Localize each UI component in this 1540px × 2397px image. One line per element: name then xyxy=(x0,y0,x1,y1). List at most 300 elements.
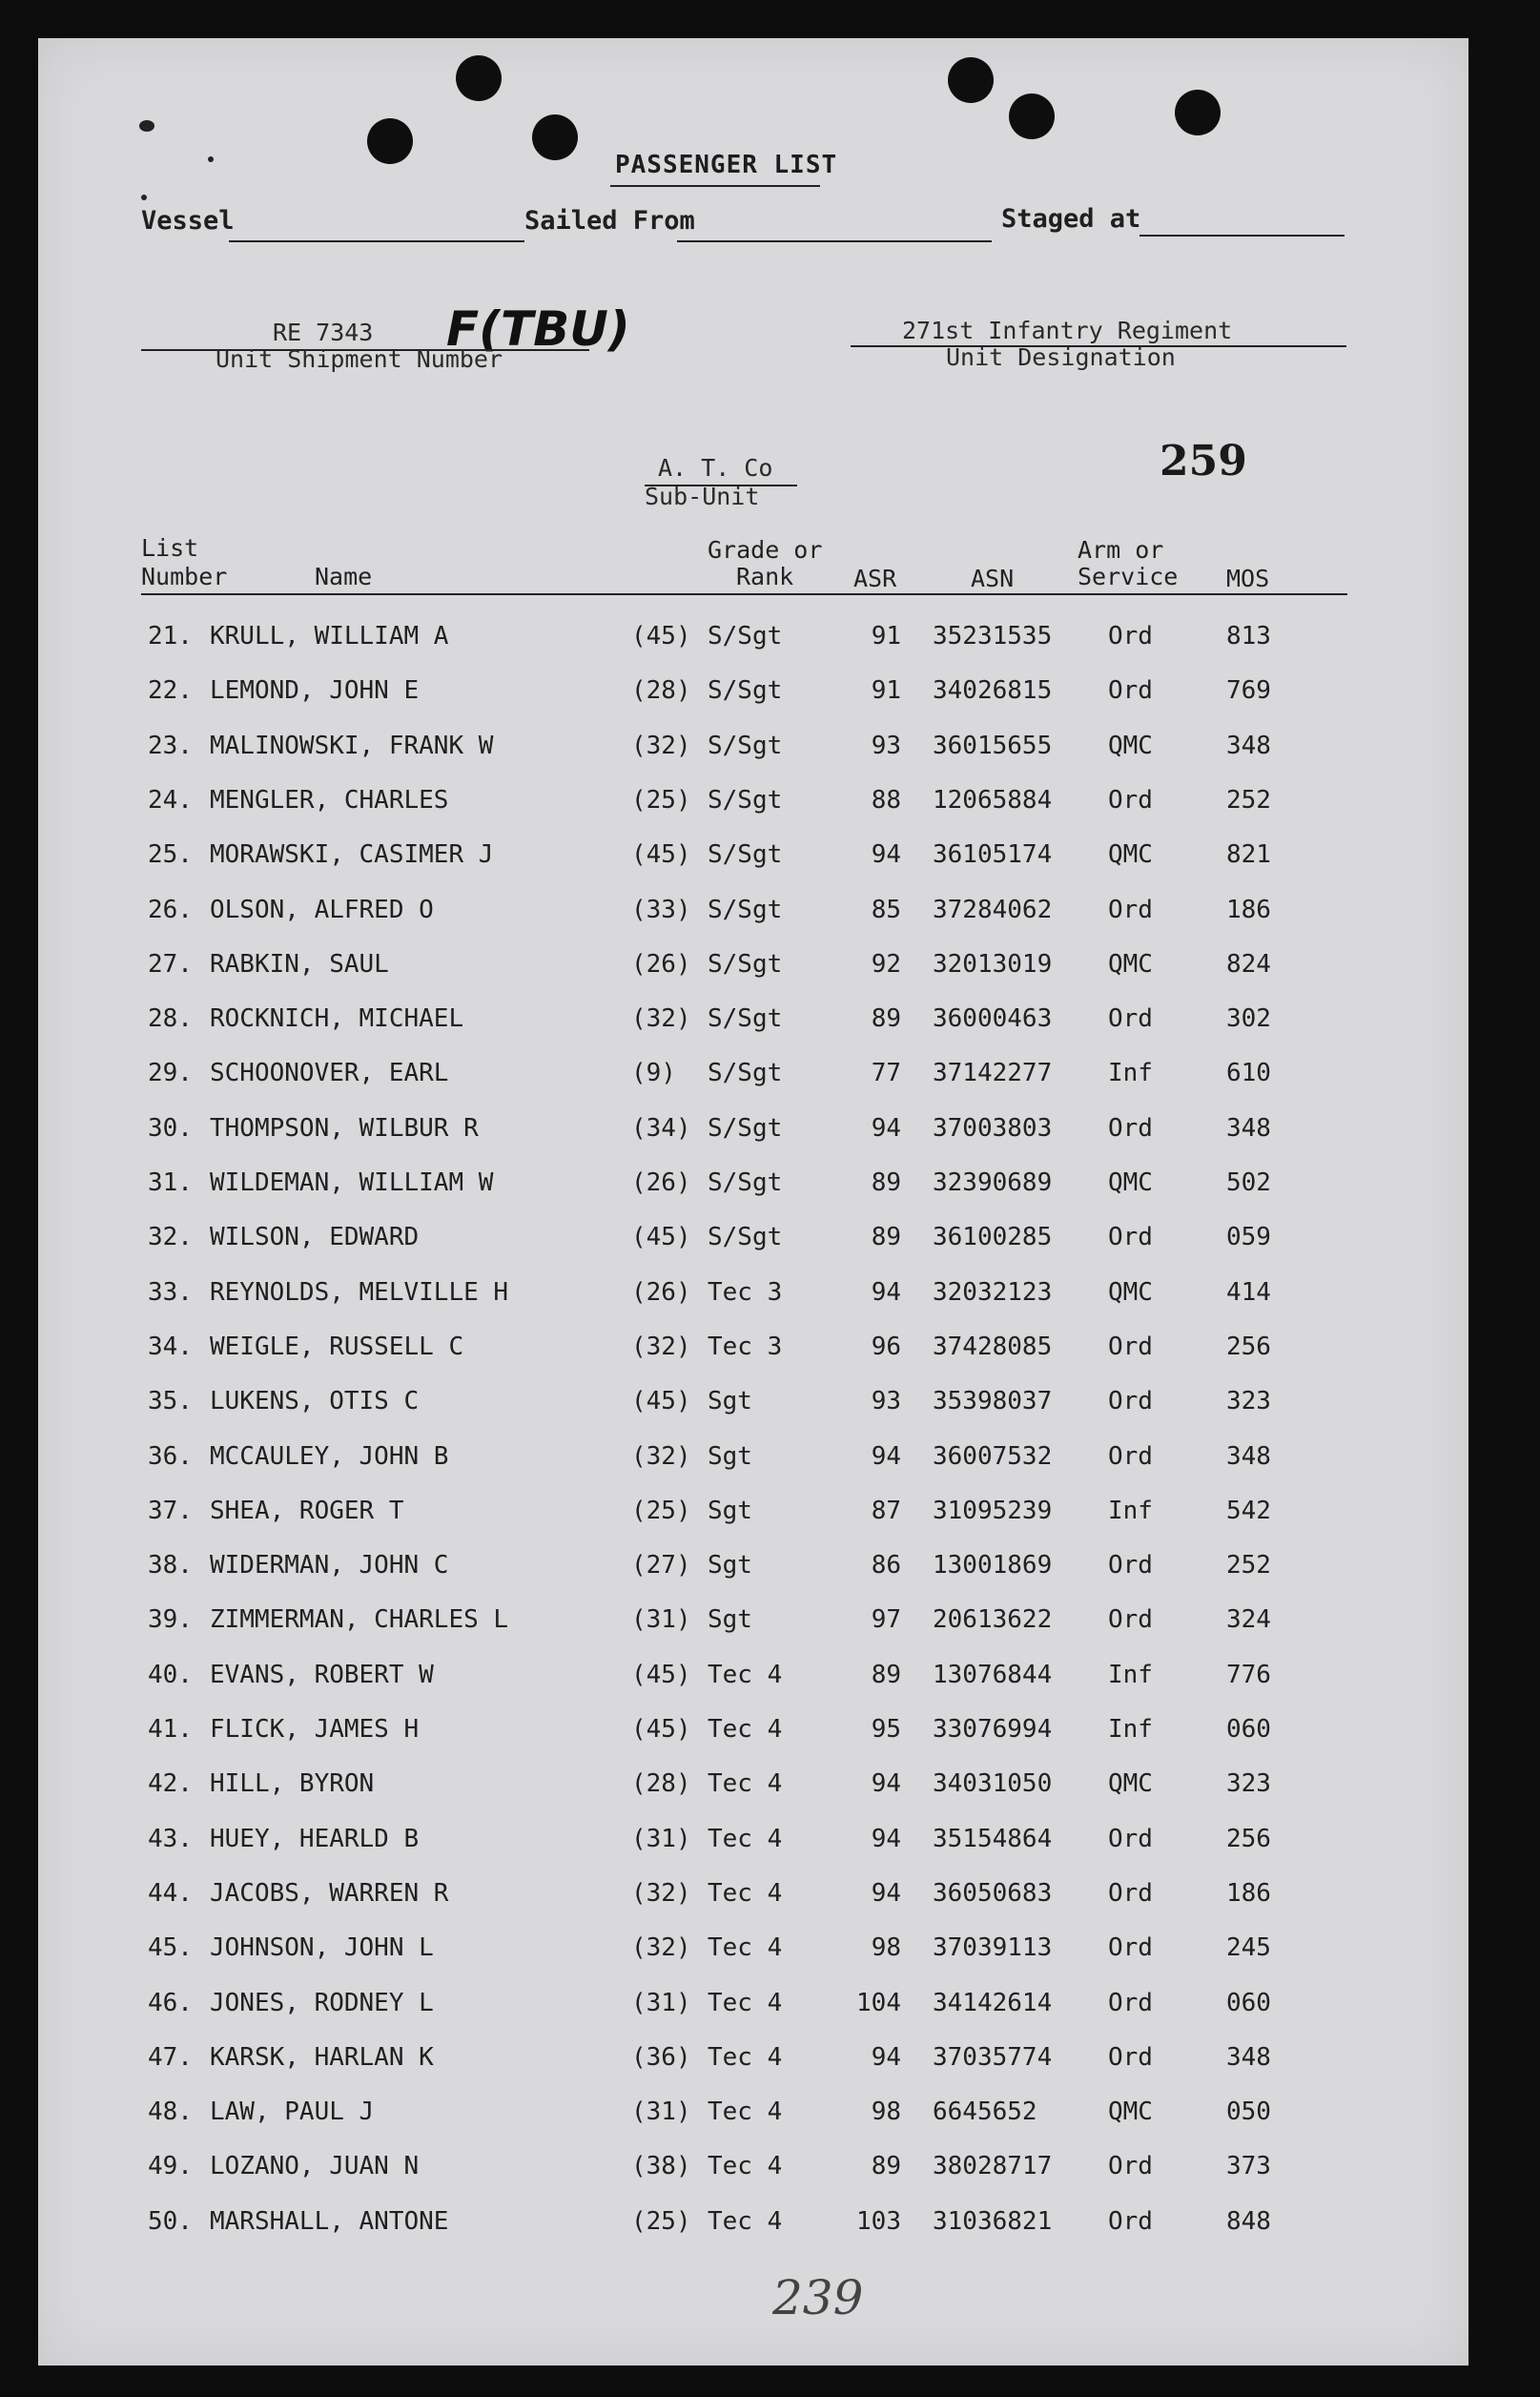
cell-age: (45) xyxy=(631,1387,691,1415)
cell-age: (36) xyxy=(631,2043,691,2072)
vessel-blank xyxy=(229,240,524,242)
cell-asn: 32013019 xyxy=(933,950,1053,979)
cell-mos: 348 xyxy=(1226,732,1271,760)
cell-arm-service: Ord xyxy=(1108,622,1153,651)
cell-asr: 96 xyxy=(871,1333,901,1361)
table-row xyxy=(38,676,1468,714)
col-asn: ASN xyxy=(971,565,1015,592)
cell-grade-rank: Tec 4 xyxy=(708,2207,783,2236)
vessel-label: Vessel xyxy=(141,206,235,236)
cell-list-number: 27. xyxy=(148,950,193,979)
cell-age: (45) xyxy=(631,840,691,869)
cell-arm-service: Ord xyxy=(1108,2152,1153,2180)
cell-age: (38) xyxy=(631,2152,691,2180)
cell-list-number: 33. xyxy=(148,1278,193,1307)
page-number: 259 xyxy=(1160,437,1247,486)
cell-arm-service: Ord xyxy=(1108,1442,1153,1471)
cell-asn: 38028717 xyxy=(933,2152,1053,2180)
cell-asn: 31095239 xyxy=(933,1497,1053,1525)
cell-passenger-name: MALINOWSKI, FRANK W xyxy=(210,732,494,760)
cell-grade-rank: Sgt xyxy=(708,1387,752,1415)
cell-mos: 252 xyxy=(1226,1551,1271,1580)
cell-arm-service: Ord xyxy=(1108,896,1153,924)
table-row xyxy=(38,2097,1468,2136)
punch-hole xyxy=(1175,90,1221,135)
cell-list-number: 23. xyxy=(148,732,193,760)
cell-arm-service: Ord xyxy=(1108,1879,1153,1908)
cell-passenger-name: MENGLER, CHARLES xyxy=(210,786,449,815)
cell-passenger-name: KARSK, HARLAN K xyxy=(210,2043,434,2072)
cell-passenger-name: WILSON, EDWARD xyxy=(210,1223,420,1251)
cell-list-number: 30. xyxy=(148,1114,193,1143)
cell-asr: 93 xyxy=(871,732,901,760)
cell-asr: 89 xyxy=(871,1661,901,1689)
cell-passenger-name: HILL, BYRON xyxy=(210,1769,375,1798)
shipment-handwritten: F(TBU) xyxy=(446,301,630,357)
table-row xyxy=(38,1114,1468,1152)
cell-asn: 37142277 xyxy=(933,1059,1053,1087)
cell-grade-rank: Tec 4 xyxy=(708,1769,783,1798)
footer-handwritten-number: 239 xyxy=(772,2270,864,2325)
cell-arm-service: QMC xyxy=(1108,840,1153,869)
cell-asr: 98 xyxy=(871,2097,901,2126)
cell-grade-rank: Tec 4 xyxy=(708,1661,783,1689)
cell-grade-rank: S/Sgt xyxy=(708,732,783,760)
cell-grade-rank: Tec 4 xyxy=(708,2043,783,2072)
table-row xyxy=(38,2043,1468,2081)
cell-grade-rank: S/Sgt xyxy=(708,1223,783,1251)
cell-passenger-name: FLICK, JAMES H xyxy=(210,1715,420,1744)
cell-asr: 91 xyxy=(871,622,901,651)
cell-list-number: 37. xyxy=(148,1497,193,1525)
cell-passenger-name: THOMPSON, WILBUR R xyxy=(210,1114,479,1143)
cell-mos: 050 xyxy=(1226,2097,1271,2126)
table-row xyxy=(38,1387,1468,1425)
cell-asn: 20613622 xyxy=(933,1605,1053,1634)
table-row xyxy=(38,950,1468,988)
cell-list-number: 32. xyxy=(148,1223,193,1251)
cell-asr: 94 xyxy=(871,2043,901,2072)
cell-asn: 34142614 xyxy=(933,1989,1053,2017)
cell-mos: 776 xyxy=(1226,1661,1271,1689)
cell-arm-service: Ord xyxy=(1108,676,1153,705)
table-row xyxy=(38,1497,1468,1535)
cell-age: (45) xyxy=(631,1715,691,1744)
cell-asr: 95 xyxy=(871,1715,901,1744)
cell-grade-rank: Tec 3 xyxy=(708,1333,783,1361)
cell-arm-service: Inf xyxy=(1108,1715,1153,1744)
punch-hole xyxy=(367,118,413,164)
cell-passenger-name: KRULL, WILLIAM A xyxy=(210,622,449,651)
cell-grade-rank: Sgt xyxy=(708,1442,752,1471)
col-asr: ASR xyxy=(853,565,897,592)
cell-asr: 94 xyxy=(871,1442,901,1471)
cell-mos: 252 xyxy=(1226,786,1271,815)
cell-asn: 37284062 xyxy=(933,896,1053,924)
unit-designation: 271st Infantry Regiment xyxy=(902,317,1233,344)
cell-mos: 348 xyxy=(1226,1442,1271,1471)
cell-grade-rank: S/Sgt xyxy=(708,786,783,815)
cell-asn: 13076844 xyxy=(933,1661,1053,1689)
cell-mos: 256 xyxy=(1226,1825,1271,1853)
cell-asr: 97 xyxy=(871,1605,901,1634)
col-grade-1: Grade or xyxy=(708,536,823,564)
cell-passenger-name: LAW, PAUL J xyxy=(210,2097,375,2126)
cell-passenger-name: JOHNSON, JOHN L xyxy=(210,1933,434,1962)
cell-age: (32) xyxy=(631,1879,691,1908)
table-row xyxy=(38,1605,1468,1643)
cell-asn: 36105174 xyxy=(933,840,1053,869)
shipment-number: RE 7343 xyxy=(273,319,374,346)
table-row xyxy=(38,896,1468,934)
cell-asn: 36100285 xyxy=(933,1223,1053,1251)
cell-passenger-name: OLSON, ALFRED O xyxy=(210,896,434,924)
table-row xyxy=(38,1004,1468,1043)
cell-asr: 77 xyxy=(871,1059,901,1087)
cell-asn: 37428085 xyxy=(933,1333,1053,1361)
cell-age: (28) xyxy=(631,676,691,705)
cell-list-number: 24. xyxy=(148,786,193,815)
cell-list-number: 35. xyxy=(148,1387,193,1415)
cell-passenger-name: SHEA, ROGER T xyxy=(210,1497,404,1525)
table-row xyxy=(38,2152,1468,2190)
cell-asn: 6645652 xyxy=(933,2097,1037,2126)
cell-arm-service: Ord xyxy=(1108,1933,1153,1962)
table-row xyxy=(38,1715,1468,1753)
cell-grade-rank: Tec 4 xyxy=(708,1825,783,1853)
table-row xyxy=(38,1551,1468,1589)
cell-asn: 33076994 xyxy=(933,1715,1053,1744)
cell-passenger-name: JACOBS, WARREN R xyxy=(210,1879,449,1908)
cell-arm-service: Ord xyxy=(1108,1387,1153,1415)
col-arm-1: Arm or xyxy=(1078,536,1164,564)
cell-asr: 98 xyxy=(871,1933,901,1962)
cell-age: (32) xyxy=(631,732,691,760)
table-row xyxy=(38,1442,1468,1480)
table-row xyxy=(38,1661,1468,1699)
cell-passenger-name: MARSHALL, ANTONE xyxy=(210,2207,449,2236)
cell-age: (9) xyxy=(631,1059,676,1087)
cell-asn: 35398037 xyxy=(933,1387,1053,1415)
document-page xyxy=(38,38,1468,2366)
cell-asr: 93 xyxy=(871,1387,901,1415)
punch-hole xyxy=(1009,93,1055,139)
title-underline xyxy=(610,185,820,187)
cell-asn: 36007532 xyxy=(933,1442,1053,1471)
cell-age: (31) xyxy=(631,2097,691,2126)
table-row xyxy=(38,840,1468,878)
cell-arm-service: Ord xyxy=(1108,1605,1153,1634)
cell-age: (31) xyxy=(631,1825,691,1853)
table-row xyxy=(38,1825,1468,1863)
cell-asn: 36015655 xyxy=(933,732,1053,760)
col-mos: MOS xyxy=(1226,565,1270,592)
cell-list-number: 21. xyxy=(148,622,193,651)
cell-passenger-name: LEMOND, JOHN E xyxy=(210,676,420,705)
cell-list-number: 41. xyxy=(148,1715,193,1744)
table-row xyxy=(38,1168,1468,1207)
cell-age: (45) xyxy=(631,1223,691,1251)
cell-age: (28) xyxy=(631,1769,691,1798)
ink-speck xyxy=(141,195,147,200)
cell-mos: 610 xyxy=(1226,1059,1271,1087)
cell-age: (32) xyxy=(631,1004,691,1033)
sailed-from-label: Sailed From xyxy=(524,206,695,236)
cell-asn: 36050683 xyxy=(933,1879,1053,1908)
cell-list-number: 31. xyxy=(148,1168,193,1197)
cell-grade-rank: Sgt xyxy=(708,1497,752,1525)
table-row xyxy=(38,1278,1468,1316)
cell-mos: 323 xyxy=(1226,1769,1271,1798)
cell-list-number: 26. xyxy=(148,896,193,924)
cell-mos: 414 xyxy=(1226,1278,1271,1307)
cell-age: (34) xyxy=(631,1114,691,1143)
cell-list-number: 25. xyxy=(148,840,193,869)
cell-asr: 94 xyxy=(871,1769,901,1798)
sub-unit: A. T. Co xyxy=(658,454,773,482)
header-rule xyxy=(141,593,1347,595)
cell-arm-service: Ord xyxy=(1108,1114,1153,1143)
cell-list-number: 36. xyxy=(148,1442,193,1471)
cell-list-number: 44. xyxy=(148,1879,193,1908)
cell-grade-rank: Tec 4 xyxy=(708,1879,783,1908)
cell-asr: 87 xyxy=(871,1497,901,1525)
cell-list-number: 48. xyxy=(148,2097,193,2126)
cell-grade-rank: Tec 3 xyxy=(708,1278,783,1307)
cell-asn: 32390689 xyxy=(933,1168,1053,1197)
cell-arm-service: QMC xyxy=(1108,1769,1153,1798)
cell-asr: 91 xyxy=(871,676,901,705)
cell-mos: 813 xyxy=(1226,622,1271,651)
cell-age: (45) xyxy=(631,1661,691,1689)
punch-hole xyxy=(456,55,502,101)
cell-passenger-name: ROCKNICH, MICHAEL xyxy=(210,1004,464,1033)
cell-arm-service: Ord xyxy=(1108,1004,1153,1033)
cell-arm-service: QMC xyxy=(1108,1278,1153,1307)
cell-age: (25) xyxy=(631,786,691,815)
staged-at-label: Staged at xyxy=(1001,204,1141,234)
cell-arm-service: Inf xyxy=(1108,1497,1153,1525)
cell-passenger-name: MCCAULEY, JOHN B xyxy=(210,1442,449,1471)
cell-asr: 89 xyxy=(871,1223,901,1251)
cell-list-number: 47. xyxy=(148,2043,193,2072)
cell-passenger-name: JONES, RODNEY L xyxy=(210,1989,434,2017)
cell-asr: 89 xyxy=(871,1168,901,1197)
cell-asn: 37003803 xyxy=(933,1114,1053,1143)
cell-grade-rank: S/Sgt xyxy=(708,840,783,869)
shipment-caption: Unit Shipment Number xyxy=(216,345,503,373)
cell-list-number: 46. xyxy=(148,1989,193,2017)
table-row xyxy=(38,1879,1468,1917)
cell-arm-service: QMC xyxy=(1108,2097,1153,2126)
cell-asr: 103 xyxy=(856,2207,901,2236)
cell-age: (25) xyxy=(631,2207,691,2236)
cell-age: (26) xyxy=(631,1278,691,1307)
cell-mos: 348 xyxy=(1226,1114,1271,1143)
cell-list-number: 45. xyxy=(148,1933,193,1962)
cell-asr: 88 xyxy=(871,786,901,815)
cell-asn: 12065884 xyxy=(933,786,1053,815)
cell-passenger-name: MORAWSKI, CASIMER J xyxy=(210,840,494,869)
cell-age: (32) xyxy=(631,1933,691,1962)
cell-list-number: 39. xyxy=(148,1605,193,1634)
cell-arm-service: Ord xyxy=(1108,1825,1153,1853)
cell-arm-service: Ord xyxy=(1108,1223,1153,1251)
cell-age: (27) xyxy=(631,1551,691,1580)
cell-asr: 89 xyxy=(871,2152,901,2180)
cell-list-number: 28. xyxy=(148,1004,193,1033)
cell-mos: 059 xyxy=(1226,1223,1271,1251)
cell-list-number: 42. xyxy=(148,1769,193,1798)
cell-asn: 37039113 xyxy=(933,1933,1053,1962)
cell-list-number: 49. xyxy=(148,2152,193,2180)
punch-hole xyxy=(948,57,994,103)
cell-asn: 37035774 xyxy=(933,2043,1053,2072)
cell-list-number: 22. xyxy=(148,676,193,705)
table-row xyxy=(38,1933,1468,1972)
unit-designation-caption: Unit Designation xyxy=(946,343,1176,371)
cell-asr: 86 xyxy=(871,1551,901,1580)
cell-age: (31) xyxy=(631,1989,691,2017)
cell-asn: 34031050 xyxy=(933,1769,1053,1798)
cell-arm-service: QMC xyxy=(1108,1168,1153,1197)
cell-arm-service: Inf xyxy=(1108,1661,1153,1689)
col-name: Name xyxy=(315,563,373,590)
cell-mos: 060 xyxy=(1226,1715,1271,1744)
table-row xyxy=(38,1059,1468,1097)
table-row xyxy=(38,1333,1468,1371)
cell-grade-rank: S/Sgt xyxy=(708,896,783,924)
table-row xyxy=(38,1989,1468,2027)
cell-mos: 373 xyxy=(1226,2152,1271,2180)
page-title: PASSENGER LIST xyxy=(615,151,838,179)
cell-mos: 542 xyxy=(1226,1497,1271,1525)
cell-passenger-name: LOZANO, JUAN N xyxy=(210,2152,420,2180)
cell-arm-service: Ord xyxy=(1108,2207,1153,2236)
col-list-number-2: Number xyxy=(141,563,228,590)
table-row xyxy=(38,2207,1468,2245)
cell-grade-rank: Tec 4 xyxy=(708,1989,783,2017)
cell-mos: 821 xyxy=(1226,840,1271,869)
cell-arm-service: QMC xyxy=(1108,950,1153,979)
cell-passenger-name: WILDEMAN, WILLIAM W xyxy=(210,1168,494,1197)
punch-hole xyxy=(532,114,578,160)
cell-grade-rank: Tec 4 xyxy=(708,1933,783,1962)
cell-asn: 36000463 xyxy=(933,1004,1053,1033)
cell-grade-rank: S/Sgt xyxy=(708,1168,783,1197)
table-row xyxy=(38,732,1468,770)
cell-grade-rank: S/Sgt xyxy=(708,1004,783,1033)
table-row xyxy=(38,786,1468,824)
cell-list-number: 38. xyxy=(148,1551,193,1580)
cell-age: (31) xyxy=(631,1605,691,1634)
cell-mos: 824 xyxy=(1226,950,1271,979)
cell-mos: 186 xyxy=(1226,896,1271,924)
cell-mos: 323 xyxy=(1226,1387,1271,1415)
cell-grade-rank: S/Sgt xyxy=(708,676,783,705)
sailed-from-blank xyxy=(677,240,992,242)
cell-list-number: 50. xyxy=(148,2207,193,2236)
cell-asn: 31036821 xyxy=(933,2207,1053,2236)
cell-age: (25) xyxy=(631,1497,691,1525)
cell-age: (32) xyxy=(631,1442,691,1471)
cell-asn: 13001869 xyxy=(933,1551,1053,1580)
cell-grade-rank: S/Sgt xyxy=(708,1059,783,1087)
table-row xyxy=(38,622,1468,660)
cell-grade-rank: Sgt xyxy=(708,1605,752,1634)
cell-asn: 34026815 xyxy=(933,676,1053,705)
cell-mos: 348 xyxy=(1226,2043,1271,2072)
sub-unit-caption: Sub-Unit xyxy=(645,483,760,510)
cell-passenger-name: LUKENS, OTIS C xyxy=(210,1387,420,1415)
ink-speck xyxy=(139,120,154,132)
cell-arm-service: Ord xyxy=(1108,786,1153,815)
table-row xyxy=(38,1769,1468,1808)
cell-mos: 302 xyxy=(1226,1004,1271,1033)
cell-asr: 94 xyxy=(871,1879,901,1908)
cell-mos: 848 xyxy=(1226,2207,1271,2236)
cell-mos: 502 xyxy=(1226,1168,1271,1197)
cell-asn: 35154864 xyxy=(933,1825,1053,1853)
cell-asr: 94 xyxy=(871,1825,901,1853)
cell-list-number: 29. xyxy=(148,1059,193,1087)
cell-age: (26) xyxy=(631,950,691,979)
cell-list-number: 40. xyxy=(148,1661,193,1689)
cell-passenger-name: HUEY, HEARLD B xyxy=(210,1825,420,1853)
cell-mos: 060 xyxy=(1226,1989,1271,2017)
cell-grade-rank: Tec 4 xyxy=(708,1715,783,1744)
cell-mos: 769 xyxy=(1226,676,1271,705)
cell-grade-rank: Tec 4 xyxy=(708,2152,783,2180)
cell-passenger-name: EVANS, ROBERT W xyxy=(210,1661,434,1689)
cell-arm-service: Ord xyxy=(1108,1551,1153,1580)
cell-grade-rank: Tec 4 xyxy=(708,2097,783,2126)
cell-asn: 35231535 xyxy=(933,622,1053,651)
cell-mos: 324 xyxy=(1226,1605,1271,1634)
cell-asr: 94 xyxy=(871,1278,901,1307)
cell-grade-rank: S/Sgt xyxy=(708,622,783,651)
cell-arm-service: Ord xyxy=(1108,1333,1153,1361)
cell-age: (33) xyxy=(631,896,691,924)
cell-arm-service: Inf xyxy=(1108,1059,1153,1087)
cell-grade-rank: S/Sgt xyxy=(708,950,783,979)
cell-age: (26) xyxy=(631,1168,691,1197)
cell-mos: 186 xyxy=(1226,1879,1271,1908)
cell-asr: 104 xyxy=(856,1989,901,2017)
table-row xyxy=(38,1223,1468,1261)
cell-asr: 85 xyxy=(871,896,901,924)
cell-passenger-name: REYNOLDS, MELVILLE H xyxy=(210,1278,509,1307)
cell-asr: 92 xyxy=(871,950,901,979)
cell-passenger-name: RABKIN, SAUL xyxy=(210,950,389,979)
cell-passenger-name: SCHOONOVER, EARL xyxy=(210,1059,449,1087)
cell-age: (45) xyxy=(631,622,691,651)
ink-speck xyxy=(208,156,214,162)
col-grade-2: Rank xyxy=(736,563,794,590)
staged-at-blank xyxy=(1140,235,1345,237)
cell-age: (32) xyxy=(631,1333,691,1361)
cell-grade-rank: S/Sgt xyxy=(708,1114,783,1143)
cell-arm-service: Ord xyxy=(1108,2043,1153,2072)
cell-passenger-name: WIDERMAN, JOHN C xyxy=(210,1551,449,1580)
cell-arm-service: QMC xyxy=(1108,732,1153,760)
col-arm-2: Service xyxy=(1078,563,1179,590)
cell-asn: 32032123 xyxy=(933,1278,1053,1307)
cell-list-number: 34. xyxy=(148,1333,193,1361)
col-list-number-1: List xyxy=(141,534,199,562)
cell-list-number: 43. xyxy=(148,1825,193,1853)
cell-mos: 256 xyxy=(1226,1333,1271,1361)
